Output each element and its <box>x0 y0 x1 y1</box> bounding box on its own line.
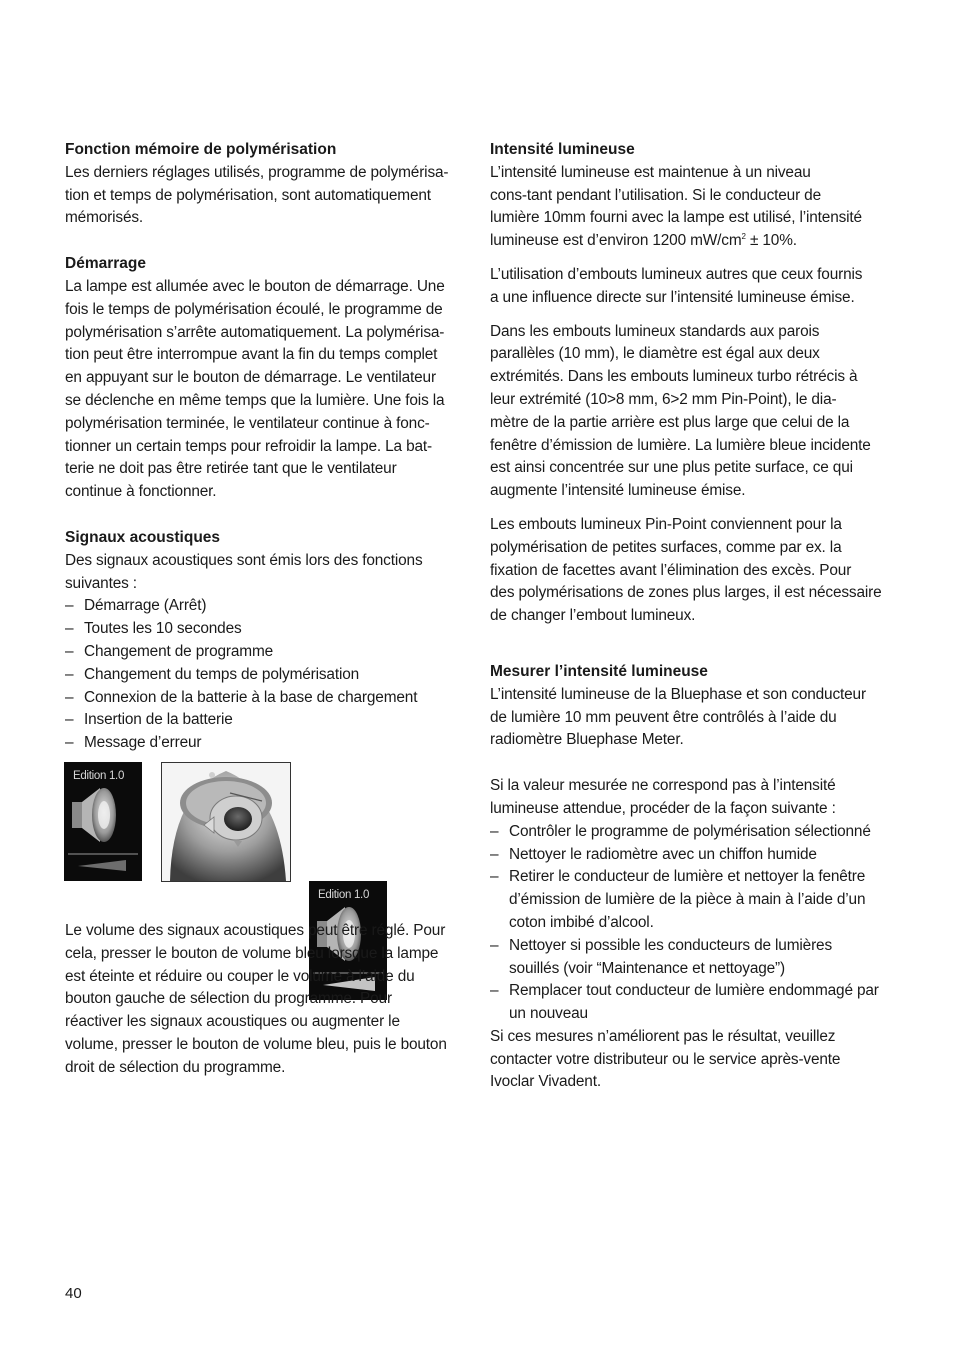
paragraph-signals-intro: Des signaux acoustiques sont émis lors des fonctions suivantes : <box>65 551 423 592</box>
measure-steps-list <box>490 821 892 1026</box>
list-item: – Remplacer tout conducteur de lumière endommagé par un nouveau <box>490 980 892 1026</box>
screen-label: Edition 1.0 <box>318 889 370 901</box>
list-item: – Connexion de la batterie à la base de chargement <box>65 687 465 710</box>
heading-signals: Signaux acoustiques <box>65 528 221 546</box>
left-column-bottom <box>65 920 465 1080</box>
list-item: – Changement de programme <box>65 641 465 664</box>
page-number: 40 <box>65 1285 82 1302</box>
list-item: – Message d’erreur <box>65 732 465 755</box>
paragraph-intensity-2: L’utilisation d’embouts lumineux autres que ceux fournis a une influence directe sur l’intensité lumineuse émise. <box>490 265 863 306</box>
list-item: – Nettoyer le radiomètre avec un chiffon humide <box>490 844 892 867</box>
paragraph-measure-1: L’intensité lumineuse de la Bluephase et son conducteur de lumière 10 mm peuvent être contrôlés à l’aide du radiomètre Bluephase Meter. <box>490 685 866 749</box>
paragraph-measure-2: Si la valeur mesurée ne correspond pas à l’intensité lumineuse attendue, procéder de la façon suivante : <box>490 777 836 817</box>
heading-memory: Fonction mémoire de polymérisation <box>65 141 337 158</box>
paragraph-intensity-3: Dans les embouts lumineux standards aux parois parallèles (10 mm), le diamètre est égal aux deux extrémités. Dans les embouts lumineux turbo rétrécis à leur extrémité (10>8 mm, 6>2 mm Pin-Point), le dia- mètre de la partie arrière est plus large que celui de la fenêtre d’émission de lumière. La lumière bleue incidente est ainsi concentrée sur une plus petite surface, ce qui augmente l’intensité lumineuse émise. <box>490 322 871 500</box>
paragraph-start: La lampe est allumée avec le bouton de démarrage. Une fois le temps de polymérisation écoulé, le programme de polymérisation s’arrête automatiquement. La polymérisa- tion peut être interrompue avant la fin du temps complet en appuyant sur le bouton de démarrage. Le ventilateur se déclenche en même temps que la lumière. Une fois la polymérisation terminée, le ventilateur continue à fonc- tionner un certain temps pour refroidir la lampe. La bat- terie ne doit pas être retirée tant que le ventilateur continue à fonctionner. <box>65 277 445 501</box>
list-item: – Nettoyer si possible les conducteurs de lumières souillés (voir “Maintenance et nettoyage”) <box>490 935 892 981</box>
images-row <box>64 762 394 901</box>
paragraph-measure-3: Si ces mesures n’améliorent pas le résultat, veuillez contacter votre distributeur ou le service après-vente Ivoclar Vivadent. <box>490 1027 841 1091</box>
list-item: – Retirer le conducteur de lumière et nettoyer la fenêtre d’émission de lumière de la pièce à main à l’aide d’un coton imbibé d’alcool. <box>490 866 892 934</box>
display-image-volume-off <box>64 762 142 881</box>
signals-list <box>65 595 465 755</box>
paragraph-intensity-1: L’intensité lumineuse est maintenue à un niveau cons-tant pendant l’utilisation. Si le conducteur de lumière 10mm fourni avec la lampe est utilisé, l’intensité lumineuse est d’environ 1200 $mW/cm^2 \pm 10\%$. <box>490 163 862 250</box>
heading-measure: Mesurer l’intensité lumineuse <box>490 662 708 680</box>
screen-label: Edition 1.0 <box>73 770 125 782</box>
section-intensity <box>490 139 892 628</box>
right-column <box>490 139 892 1094</box>
curing-light-device-icon <box>162 763 290 881</box>
heading-intensity: Intensité lumineuse <box>490 141 635 158</box>
speaker-muted-icon <box>64 762 142 881</box>
list-item: – Toutes les 10 secondes <box>65 618 465 641</box>
list-item: – Changement du temps de polymérisation <box>65 664 465 687</box>
section-memory <box>65 139 465 230</box>
list-item: – Démarrage (Arrêt) <box>65 595 465 618</box>
heading-start: Démarrage <box>65 255 146 273</box>
list-item: – Insertion de la batterie <box>65 709 465 732</box>
device-image <box>161 762 291 882</box>
paragraph-intensity-4: Les embouts lumineux Pin-Point conviennent pour la polymérisation de petites surfaces, comme par ex. la fixation de facettes avant l’élimination des excès. Pour des polymérisations de zones plus larges, il est nécessaire de changer l’embout lumineux. <box>490 515 882 625</box>
section-start <box>65 253 465 504</box>
left-column <box>65 139 465 755</box>
section-signals <box>65 527 465 755</box>
paragraph-memory: Les derniers réglages utilisés, programme de polymérisa- tion et temps de polymérisation, sont automatiquement mémorisés. <box>65 163 449 227</box>
list-item: – Contrôler le programme de polymérisation sélectionné <box>490 821 892 844</box>
section-measure <box>490 661 892 1094</box>
paragraph-volume: Le volume des signaux acoustiques peut être réglé. Pour cela, presser le bouton de volume bleu lorsque la lampe est éteinte et réduire ou couper le volume à l’aide du bouton gauche de sélection du programme. Pour réactiver les signaux acoustiques ou augmenter le volume, presser le bouton de volume bleu, puis le bouton droit de sélection du programme. <box>65 922 447 1076</box>
